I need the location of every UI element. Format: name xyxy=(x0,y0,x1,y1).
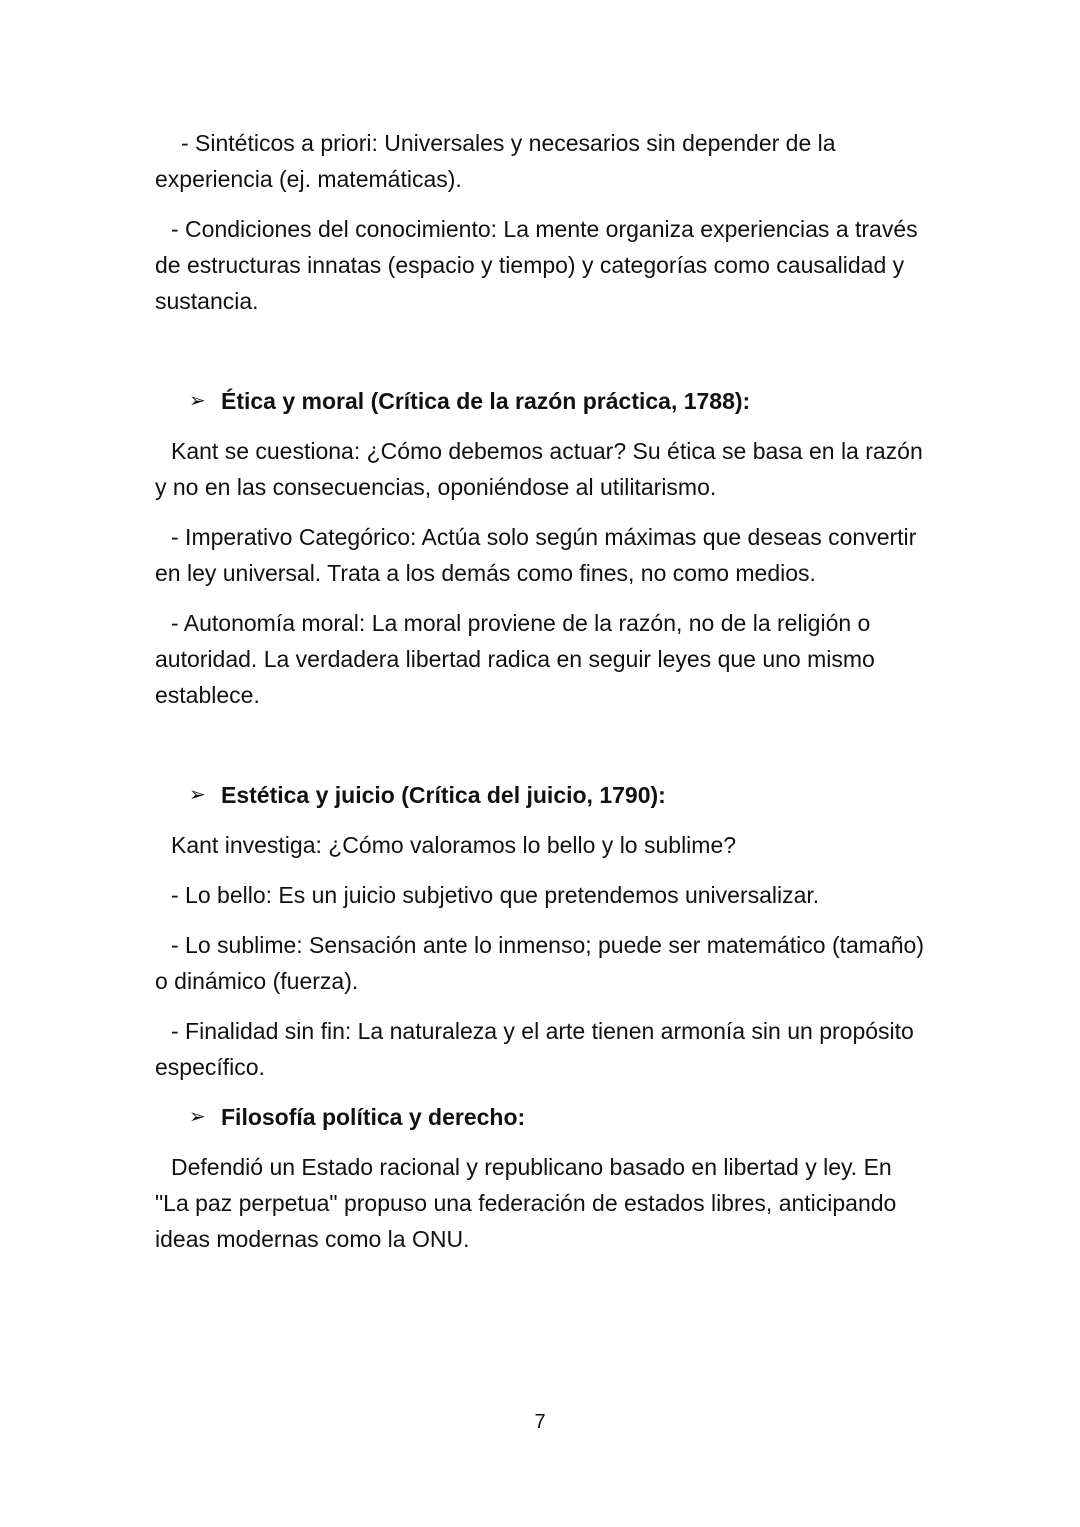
paragraph-sublime: - Lo sublime: Sensación ante lo inmenso; puede ser matemático (tamaño) o dinámico (fuerza). xyxy=(155,932,925,994)
paragraph-estetica-intro: Kant investiga: ¿Cómo valoramos lo bello y lo sublime? xyxy=(171,832,737,858)
paragraph-politica: Defendió un Estado racional y republicano basado en libertad y ley. En "La paz perpetua" propuso una federación de estados libres, anticipando ideas modernas como la ONU. xyxy=(155,1154,897,1252)
arrow-bullet-icon: ➢ xyxy=(189,1106,206,1128)
heading-text: Ética y moral (Crítica de la razón práctica, 1788): xyxy=(221,388,751,414)
arrow-bullet-icon: ➢ xyxy=(189,784,206,806)
arrow-bullet-icon: ➢ xyxy=(189,390,206,412)
section-heading-politica xyxy=(189,1099,930,1135)
paragraph-sinteticos: - Sintéticos a priori: Universales y necesarios sin depender de la experiencia (ej. matemáticas). xyxy=(155,130,836,192)
section-heading-etica xyxy=(189,383,930,419)
paragraph-finalidad: - Finalidad sin fin: La naturaleza y el arte tienen armonía sin un propósito específico. xyxy=(155,1018,914,1080)
paragraph-etica-intro: Kant se cuestiona: ¿Cómo debemos actuar? Su ética se basa en la razón y no en las consecuencias, oponiéndose al utilitarismo. xyxy=(155,438,923,500)
page-number: 7 xyxy=(534,1411,546,1433)
paragraph-bello: - Lo bello: Es un juicio subjetivo que pretendemos universalizar. xyxy=(171,882,820,908)
paragraph-autonomia: - Autonomía moral: La moral proviene de la razón, no de la religión o autoridad. La verdadera libertad radica en seguir leyes que uno mismo establece. xyxy=(155,610,875,708)
section-heading-estetica xyxy=(189,777,930,813)
paragraph-condiciones: - Condiciones del conocimiento: La mente organiza experiencias a través de estructuras innatas (espacio y tiempo) y categorías como causalidad y sustancia. xyxy=(155,216,918,314)
heading-text: Filosofía política y derecho: xyxy=(221,1104,526,1130)
document-page xyxy=(155,125,930,1271)
paragraph-imperativo: - Imperativo Categórico: Actúa solo según máximas que deseas convertir en ley universal. Trata a los demás como fines, no como medios. xyxy=(155,524,917,586)
heading-text: Estética y juicio (Crítica del juicio, 1790): xyxy=(221,782,666,808)
